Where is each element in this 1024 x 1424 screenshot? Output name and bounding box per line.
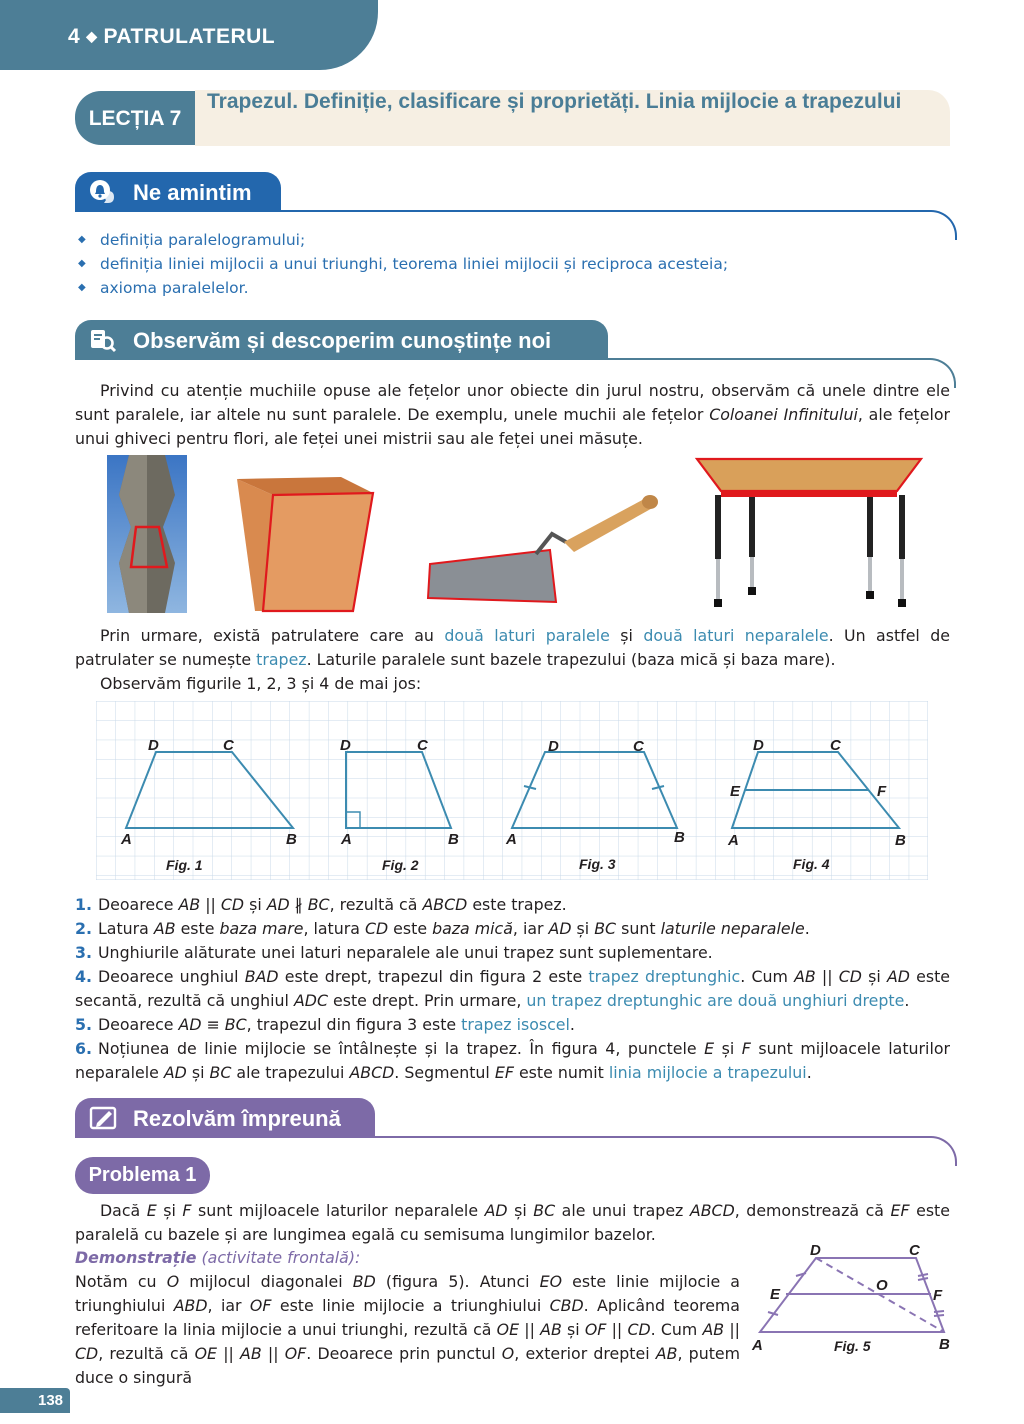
- fig3-caption: Fig. 3: [579, 856, 616, 872]
- flower-pot-image: [233, 473, 379, 613]
- fig4-label-e: E: [730, 783, 741, 800]
- fig1-label-a: A: [121, 831, 132, 848]
- demo-text-segment: ||: [606, 1320, 628, 1339]
- demo-text-segment: și: [561, 1320, 585, 1339]
- tick-mark: [934, 1315, 944, 1316]
- section-together-title: Rezolvăm împreună: [133, 1106, 341, 1131]
- fig3-label-d: D: [548, 738, 559, 755]
- pencil-board-icon: [89, 1105, 117, 1131]
- demo-text-segment: OF: [284, 1344, 307, 1363]
- fig5-label-e: E: [770, 1286, 781, 1303]
- demo-text-segment: ||: [724, 1320, 741, 1339]
- demo-text-segment: ||: [519, 1320, 541, 1339]
- magnifier-book-icon: [89, 327, 117, 353]
- trowel-image: [426, 490, 662, 604]
- section-together-rule: [375, 1136, 957, 1166]
- observe-intro: Privind cu atenție muchiile opuse ale fețelor unor obiecte din jurul nostru, observăm că unele dintre ele sunt paralele, iar altele nu sunt paralele. De exemplu, unele muchii ale fețelor Coloanei Infinitului, ale fețelor unui ghiveci pentru flori, ale feței unei mistrii sau ale feței unei măsuțe.: [75, 381, 950, 448]
- fig1-label-b: B: [286, 831, 297, 848]
- demo-text-segment: AB: [655, 1344, 678, 1363]
- trapezoid-figures-grid: [96, 701, 928, 880]
- problem-label: Problema 1: [75, 1157, 210, 1194]
- list-item: 5. Deoarece AD ≡ BC, trapezul din figura 3 este trapez isoscel.: [75, 1015, 575, 1034]
- demo-text-segment: mijlocul diagonalei: [179, 1272, 353, 1291]
- fig4-label-a: A: [728, 832, 739, 849]
- fig2-label-d: D: [340, 737, 351, 754]
- fig2-label-a: A: [341, 831, 352, 848]
- list-item: 6. Noțiunea de linie mijlocie se întâlnește și la trapez. În figura 4, punctele E și F sunt mijloacele laturilor neparalele AD și BC ale trapezului ABCD. Segmentul EF este numit linia mijlocie a trapezului.: [75, 1039, 950, 1082]
- fig1-caption: Fig. 1: [166, 857, 203, 873]
- list-item: 2. Latura AB este baza mare, latura CD este baza mică, iar AD și BC sunt laturile neparalele.: [75, 919, 810, 938]
- diamond-icon: ◆: [86, 28, 98, 44]
- list-item: 1. Deoarece AB || CD și AD ∦ BC, rezultă că ABCD este trapez.: [75, 895, 567, 914]
- demo-text-segment: OE: [194, 1344, 218, 1363]
- demo-text-segment: O: [166, 1272, 180, 1291]
- bell-speech-icon: [89, 179, 117, 205]
- list-item: ◆ axioma paralelelor.: [78, 276, 728, 300]
- fig5-label-o: O: [876, 1277, 888, 1294]
- demonstration-label: Demonstrație (activitate frontală):: [75, 1248, 361, 1267]
- chapter-number: 4: [68, 25, 81, 48]
- demo-text-segment: Notăm cu: [75, 1272, 167, 1291]
- demo-text-segment: . Aplicând teorema referitoare la linia mijlocie a unui triunghi, rezultă că: [75, 1296, 740, 1339]
- tick-mark: [918, 1274, 928, 1276]
- demo-text-segment: OF: [249, 1296, 272, 1315]
- tick-mark: [934, 1311, 944, 1312]
- fig2-caption: Fig. 2: [382, 857, 419, 873]
- demo-text-segment: BD: [352, 1272, 376, 1291]
- fig5-label-b: B: [939, 1336, 950, 1353]
- list-item: ◆ definiția liniei mijlocii a unui triunghi, teorema liniei mijlocii și reciproca acesteia;: [78, 252, 728, 276]
- section-remember-header: [75, 172, 281, 212]
- demonstration-text: [75, 1270, 740, 1390]
- fig4-label-d: D: [753, 737, 764, 754]
- demo-text-segment: , exterior dreptei: [514, 1344, 656, 1363]
- demo-text-segment: AB: [240, 1344, 262, 1363]
- list-item: ◆ definiția paralelogramului;: [78, 228, 728, 252]
- fig5-caption: Fig. 5: [834, 1338, 871, 1354]
- demo-text-segment: AB: [540, 1320, 562, 1339]
- fig4-label-c: C: [830, 737, 841, 754]
- demo-text-segment: . Cum: [650, 1320, 703, 1339]
- section-observe-title: Observăm și descoperim cunoștințe noi: [133, 328, 552, 353]
- demo-text-segment: CD: [627, 1320, 651, 1339]
- fig1-label-d: D: [148, 737, 159, 754]
- demo-text-segment: O: [501, 1344, 515, 1363]
- lesson-title: Trapezul. Definiție, clasificare și proprietăți. Linia mijlocie a trapezului: [207, 90, 902, 113]
- fig1-label-c: C: [223, 737, 234, 754]
- fig5-label-a: A: [752, 1337, 763, 1354]
- demo-text-segment: (figura 5). Atunci: [375, 1272, 540, 1291]
- fig4-caption: Fig. 4: [793, 856, 830, 872]
- figures-intro: Observăm figurile 1, 2, 3 și 4 de mai jos:: [100, 674, 422, 693]
- demo-text-segment: OF: [584, 1320, 607, 1339]
- demo-text-segment: ABD: [173, 1296, 208, 1315]
- figure-5: [746, 1240, 958, 1360]
- list-item: 4. Deoarece unghiul BAD este drept, trapezul din figura 2 este trapez dreptunghic. Cum AB || CD și AD este secantă, rezultă că unghiul ADC este drept. Prin urmare, un trapez dreptunghic are două unghiuri drepte.: [75, 967, 951, 1010]
- demo-text-segment: , rezultă că: [98, 1344, 195, 1363]
- demo-text-segment: ||: [217, 1344, 241, 1363]
- fig5-label-c: C: [909, 1242, 920, 1259]
- demo-text-segment: ||: [261, 1344, 285, 1363]
- demo-text-segment: OE: [496, 1320, 520, 1339]
- demo-text-segment: este linie mijlocie a triunghiului: [75, 1272, 740, 1315]
- infinity-column-image: [107, 455, 187, 613]
- fig4-label-b: B: [895, 832, 906, 849]
- section-remember-title: Ne amintim: [133, 180, 252, 205]
- chapter-title: PATRULATERUL: [103, 25, 276, 48]
- remember-list: [78, 228, 728, 300]
- list-item: 3. Unghiurile alăturate unei laturi neparalele ale unui trapez sunt suplementare.: [75, 943, 713, 962]
- demo-text-segment: AB: [702, 1320, 725, 1339]
- fig3-label-a: A: [506, 831, 517, 848]
- fig2-label-c: C: [417, 737, 428, 754]
- demo-text-segment: , putem duce o singură: [75, 1344, 741, 1387]
- section-observe-header: [75, 320, 608, 360]
- trapezoid-table-image: [693, 455, 925, 611]
- demo-text-segment: . Deoarece prin punctul: [306, 1344, 502, 1363]
- fig2-label-b: B: [448, 831, 459, 848]
- demo-text-segment: CBD: [549, 1296, 584, 1315]
- fig4-label-f: F: [877, 783, 887, 800]
- properties-list: [75, 893, 950, 1085]
- trapezoid-definition: Prin urmare, există patrulatere care au două laturi paralele și două laturi neparalele. Un astfel de patrulater se numește trapez. Laturile paralele sunt bazele trapezului (baza mică și baza mare).: [75, 626, 950, 669]
- demo-text-segment: CD: [75, 1344, 99, 1363]
- problem-statement: Dacă E și F sunt mijloacele laturilor neparalele AD și BC ale unui trapez ABCD, demonstrează că EF este paralelă cu bazele și are lungimea egală cu semisuma lungimilor bazelor.: [75, 1201, 950, 1244]
- fig5-label-f: F: [933, 1287, 943, 1304]
- tick-mark: [918, 1278, 928, 1280]
- fig3-label-c: C: [633, 738, 644, 755]
- section-together-header: [75, 1098, 375, 1138]
- lesson-label: LECȚIA 7: [75, 91, 195, 145]
- demo-text-segment: , iar: [207, 1296, 250, 1315]
- page-number: 138: [0, 1388, 70, 1413]
- demo-text-segment: EO: [539, 1272, 563, 1291]
- demo-text-segment: este linie mijlocie a triunghiului: [271, 1296, 550, 1315]
- fig3-label-b: B: [674, 829, 685, 846]
- fig5-label-d: D: [810, 1242, 821, 1259]
- chapter-heading: [68, 25, 275, 49]
